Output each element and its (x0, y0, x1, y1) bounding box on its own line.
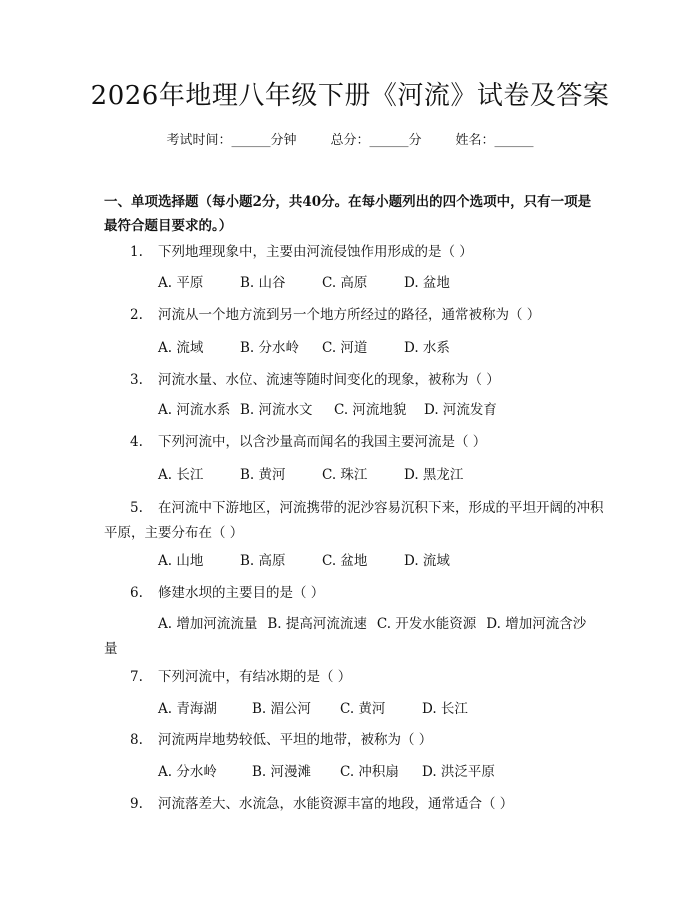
total-score-field: 总分：______分 (330, 133, 422, 148)
option-c: C. 黄河 (340, 701, 386, 717)
option-b: B. 黄河 (240, 467, 286, 483)
option-a: A. 流域 (158, 340, 204, 356)
option-d: D. 洪泛平原 (422, 764, 495, 780)
option-d: D. 水系 (404, 340, 450, 356)
option-c: C. 冲积扇 (340, 764, 399, 780)
question-number: 4. (130, 434, 143, 450)
page-title: 2026年地理八年级下册《河流》试卷及答案 (90, 81, 610, 111)
option-b: B. 湄公河 (252, 701, 312, 717)
exam-time-field: 考试时间：______分钟 (166, 133, 297, 148)
question-3-options (104, 398, 604, 423)
question-4-options (104, 463, 604, 488)
option-c: C. 盆地 (322, 553, 368, 569)
exam-meta (0, 131, 700, 151)
option-a: A. 河流水系 (158, 402, 231, 418)
option-a: A. 山地 (158, 553, 204, 569)
question-text: 下列河流中，有结冰期的是（ ） (158, 669, 352, 685)
question-number: 1. (130, 244, 143, 260)
option-a: A. 增加河流流量 (158, 616, 258, 632)
option-b: B. 河漫滩 (252, 764, 312, 780)
question-8 (104, 728, 604, 753)
question-7-options (104, 697, 604, 722)
question-2-options (104, 336, 604, 361)
student-name-field: 姓名：______ (455, 133, 534, 148)
option-d: D. 河流发育 (424, 402, 497, 418)
question-number: 7. (130, 669, 143, 685)
option-d: D. 黑龙江 (404, 467, 464, 483)
option-c: C. 河流地貌 (334, 402, 407, 418)
question-text: 河流水量、水位、流速等随时间变化的现象，被称为（ ） (158, 372, 500, 388)
question-5 (104, 496, 604, 546)
section-heading: 一、单项选择题（每小题2分，共40分。在每小题列出的四个选项中，只有一项是最符合题目要求的。） (104, 194, 592, 234)
option-b: B. 提高河流流速 (267, 616, 367, 632)
question-8-options (104, 760, 604, 785)
question-number: 3. (130, 372, 143, 388)
question-1 (104, 240, 604, 265)
option-b: B. 分水岭 (240, 340, 300, 356)
question-5-options (104, 549, 604, 574)
option-c: C. 河道 (322, 340, 368, 356)
option-a: A. 长江 (158, 467, 204, 483)
question-number: 5. (130, 500, 143, 516)
question-1-options (104, 271, 604, 296)
question-text: 下列地理现象中，主要由河流侵蚀作用形成的是（ ） (158, 244, 473, 260)
question-number: 6. (130, 585, 143, 601)
option-b: B. 高原 (240, 553, 286, 569)
option-c: C. 珠江 (322, 467, 368, 483)
question-7 (104, 665, 604, 690)
question-text: 下列河流中，以含沙量高而闻名的我国主要河流是（ ） (158, 434, 487, 450)
question-2 (104, 303, 604, 328)
option-a: A. 平原 (158, 275, 204, 291)
option-a: A. 分水岭 (158, 764, 217, 780)
option-d: D. 盆地 (404, 275, 450, 291)
option-b: B. 河流水文 (240, 402, 313, 418)
question-text: 河流落差大、水流急，水能资源丰富的地段，通常适合（ ） (158, 796, 514, 812)
option-b: B. 山谷 (240, 275, 286, 291)
option-d: D. 流域 (404, 553, 450, 569)
question-text: 河流从一个地方流到另一个地方所经过的路径，通常被称为（ ） (158, 307, 541, 323)
question-number: 9. (130, 796, 143, 812)
question-text: 河流两岸地势较低、平坦的地带，被称为（ ） (158, 732, 433, 748)
question-number: 8. (130, 732, 143, 748)
question-6-options (104, 612, 604, 662)
question-text: 修建水坝的主要目的是（ ） (158, 585, 325, 601)
option-d: D. 长江 (422, 701, 468, 717)
question-6 (104, 581, 604, 606)
question-number: 2. (130, 307, 143, 323)
question-3 (104, 368, 604, 393)
question-9 (104, 792, 604, 817)
option-a: A. 青海湖 (158, 701, 217, 717)
option-c: C. 开发水能资源 (376, 616, 477, 632)
option-c: C. 高原 (322, 275, 368, 291)
question-4 (104, 430, 604, 455)
option-d: D. 增加河流含沙量 (104, 616, 587, 657)
question-text: 在河流中下游地区，河流携带的泥沙容易沉积下来，形成的平坦开阔的冲积平原，主要分布在（ ） (104, 500, 604, 541)
